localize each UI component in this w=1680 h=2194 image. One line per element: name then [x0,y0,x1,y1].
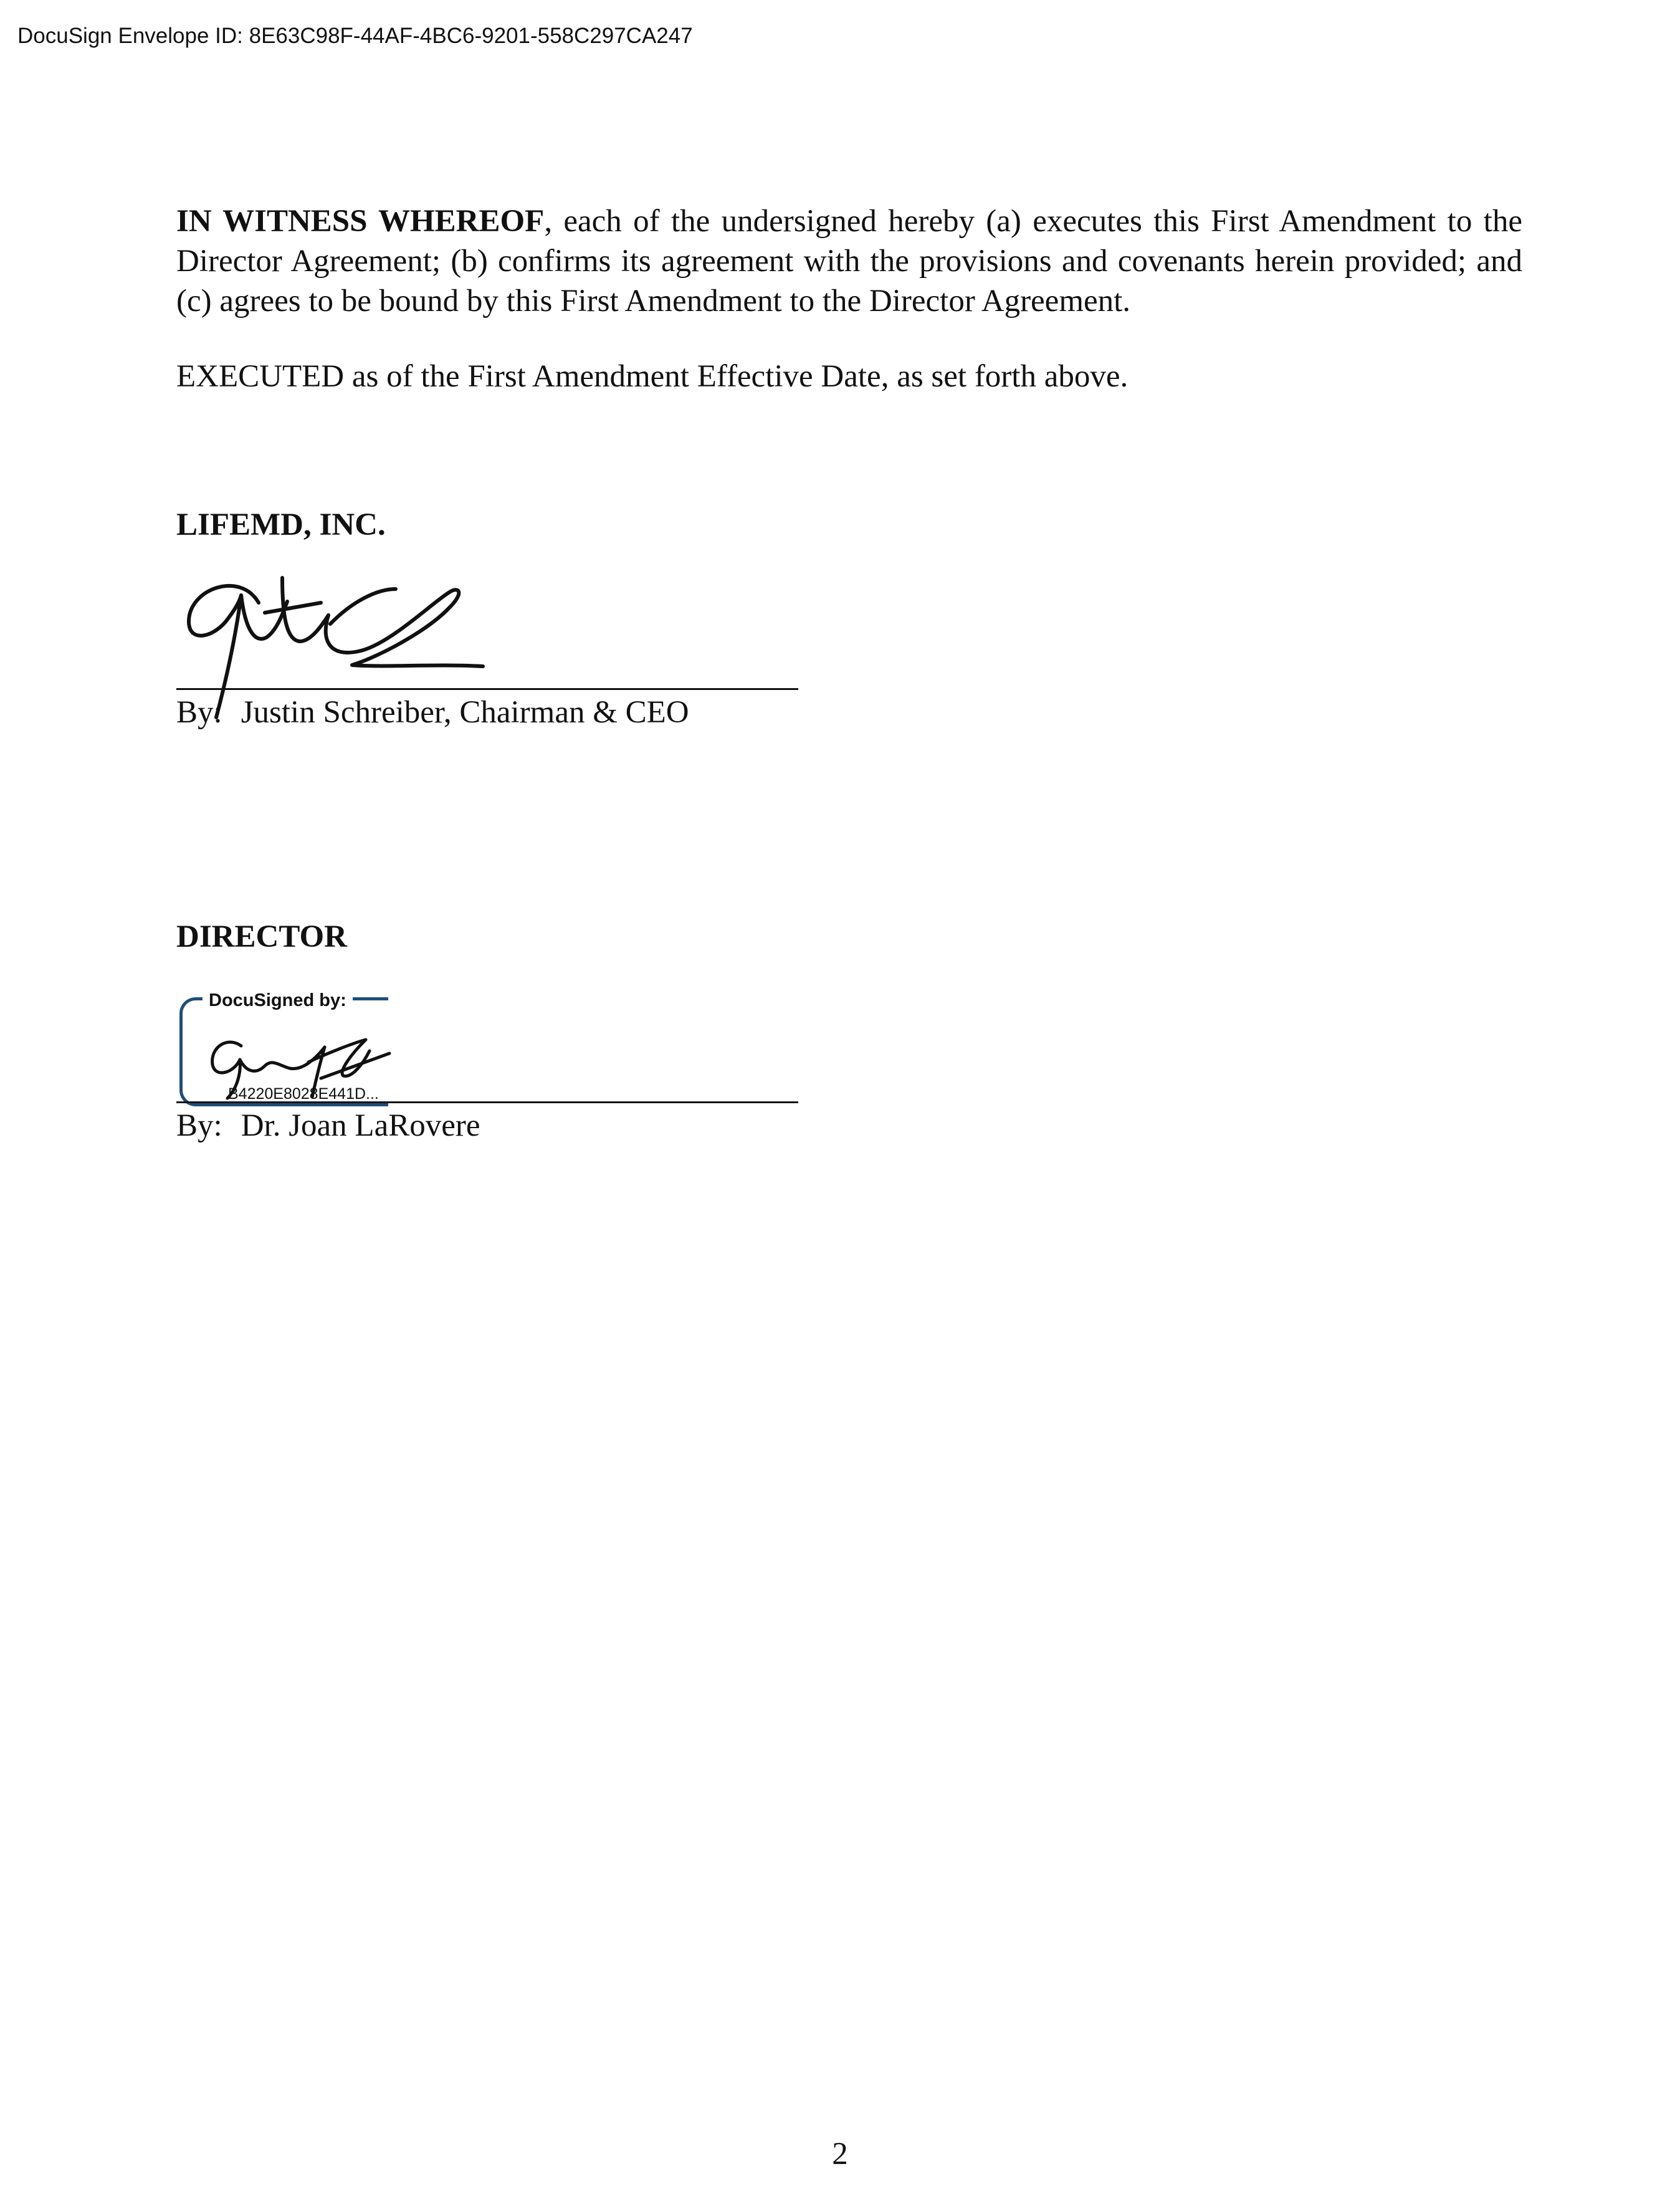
docusign-envelope-id: B4220E8028E441D... [228,1085,379,1103]
witness-lead: IN WITNESS WHEREOF [176,204,545,239]
company-by-label: By: [176,695,222,730]
company-heading: LIFEMD, INC. [176,507,386,542]
executed-paragraph: EXECUTED as of the First Amendment Effective Date, as set forth above. [176,359,1129,394]
envelope-id-header: DocuSign Envelope ID: 8E63C98F-44AF-4BC6-9201-558C297CA247 [17,24,693,48]
director-signer-name: Dr. Joan LaRovere [241,1108,480,1143]
director-by-line [176,1108,480,1144]
company-signature-line [176,688,798,690]
company-signer-name: Justin Schreiber, Chairman & CEO [241,695,689,730]
page-number: 2 [832,2137,848,2172]
director-signature-line [176,1101,798,1103]
director-by-label: By: [176,1108,222,1143]
witness-paragraph [176,201,1522,321]
witness-text: , each of the undersigned hereby (a) executes this First Amendment to the Director Agreement; (b) confirms its agreement with the provisions and covenants herein provided; and (c) agrees to be bound by this First Amendment to the Director Agreement. [176,204,1522,319]
director-heading: DIRECTOR [176,919,347,954]
company-by-line [176,694,689,731]
docusign-label: DocuSigned by: [203,990,353,1011]
